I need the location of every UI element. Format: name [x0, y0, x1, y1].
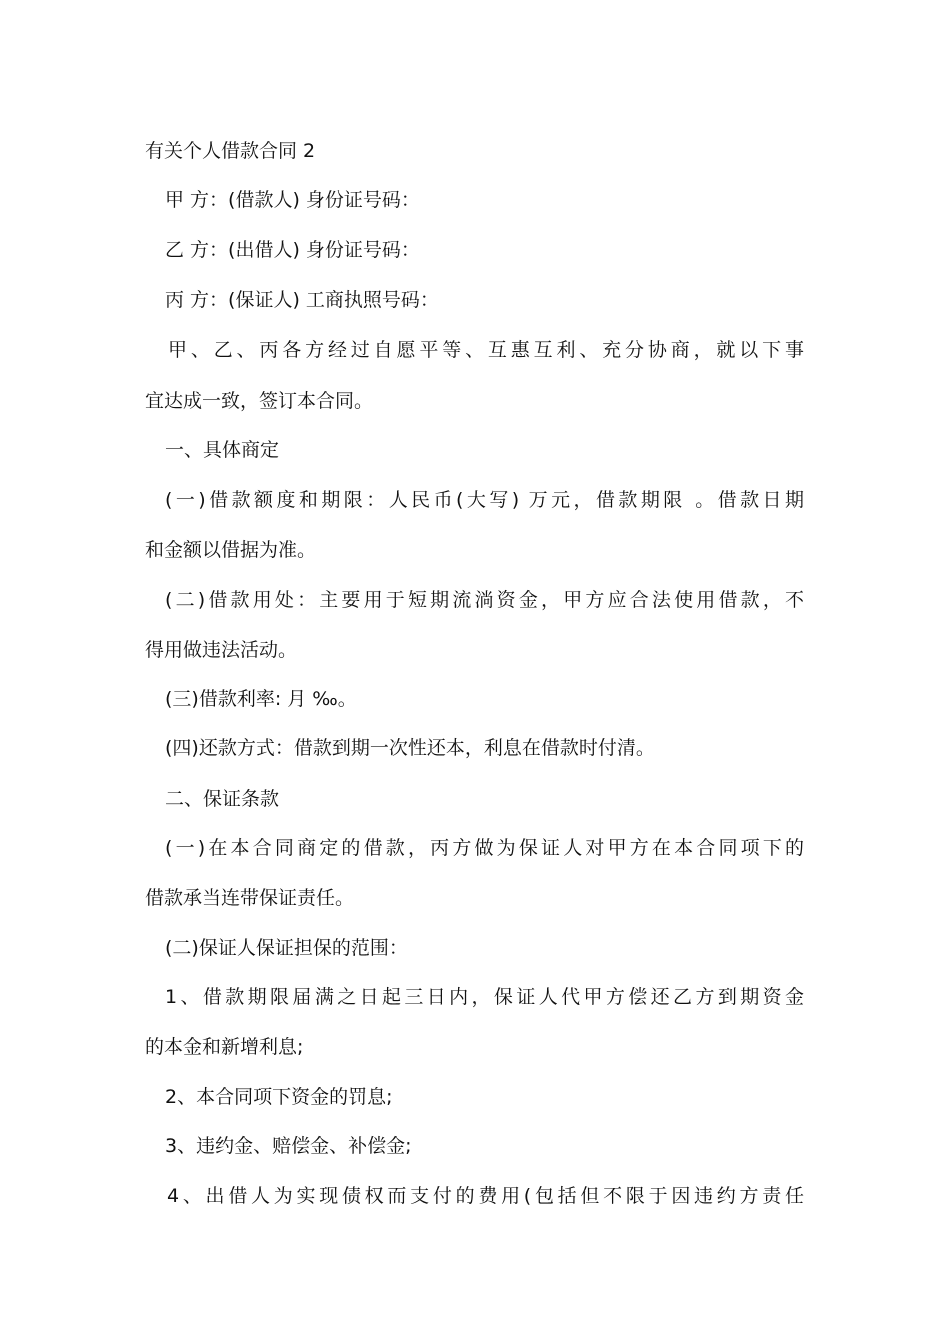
- clause-2-2-item-4-line-1: 4、出借人为实现债权而支付的费用(包括但不限于因违约方责任: [167, 1185, 804, 1207]
- clause-2-2-line: (二)保证人保证担保的范围：: [165, 937, 408, 959]
- section-1-heading: 一、具体商定: [165, 439, 280, 461]
- paragraph-intro-line-1: 甲、乙、丙各方经过自愿平等、互惠互利、充分协商，就以下事: [168, 339, 804, 361]
- clause-2-2-item-3-line: 3、违约金、赔偿金、补偿金;: [165, 1135, 412, 1157]
- party-b-line: 乙 方：(出借人) 身份证号码：: [165, 239, 420, 261]
- paragraph-intro-line-2: 宜达成一致，签订本合同。: [145, 390, 374, 412]
- clause-2-2-item-1-line-2: 的本金和新增利息;: [145, 1036, 304, 1058]
- party-a-line: 甲 方：(借款人) 身份证号码：: [165, 189, 420, 211]
- clause-1-1-line-1: (一)借款额度和期限：人民币(大写) 万元，借款期限 。借款日期: [165, 489, 804, 511]
- clause-1-3-line: (三)借款利率: 月 ‰。: [165, 688, 357, 710]
- document-title: 有关个人借款合同 2: [145, 140, 316, 162]
- clause-1-2-line-1: (二)借款用处：主要用于短期流淌资金，甲方应合法使用借款，不: [165, 589, 804, 611]
- clause-2-1-line-2: 借款承当连带保证责任。: [145, 887, 355, 909]
- clause-1-2-line-2: 得用做违法活动。: [145, 639, 298, 661]
- clause-2-1-line-1: (一)在本合同商定的借款，丙方做为保证人对甲方在本合同项下的: [165, 837, 804, 859]
- clause-2-2-item-1-line-1: 1、借款期限届满之日起三日内，保证人代甲方偿还乙方到期资金: [165, 986, 804, 1008]
- clause-1-4-line: (四)还款方式：借款到期一次性还本，利息在借款时付清。: [165, 737, 655, 759]
- party-c-line: 丙 方：(保证人) 工商执照号码：: [165, 289, 439, 311]
- clause-1-1-line-2: 和金额以借据为准。: [145, 539, 317, 561]
- section-2-heading: 二、保证条款: [165, 788, 280, 810]
- clause-2-2-item-2-line: 2、本合同项下资金的罚息;: [165, 1086, 393, 1108]
